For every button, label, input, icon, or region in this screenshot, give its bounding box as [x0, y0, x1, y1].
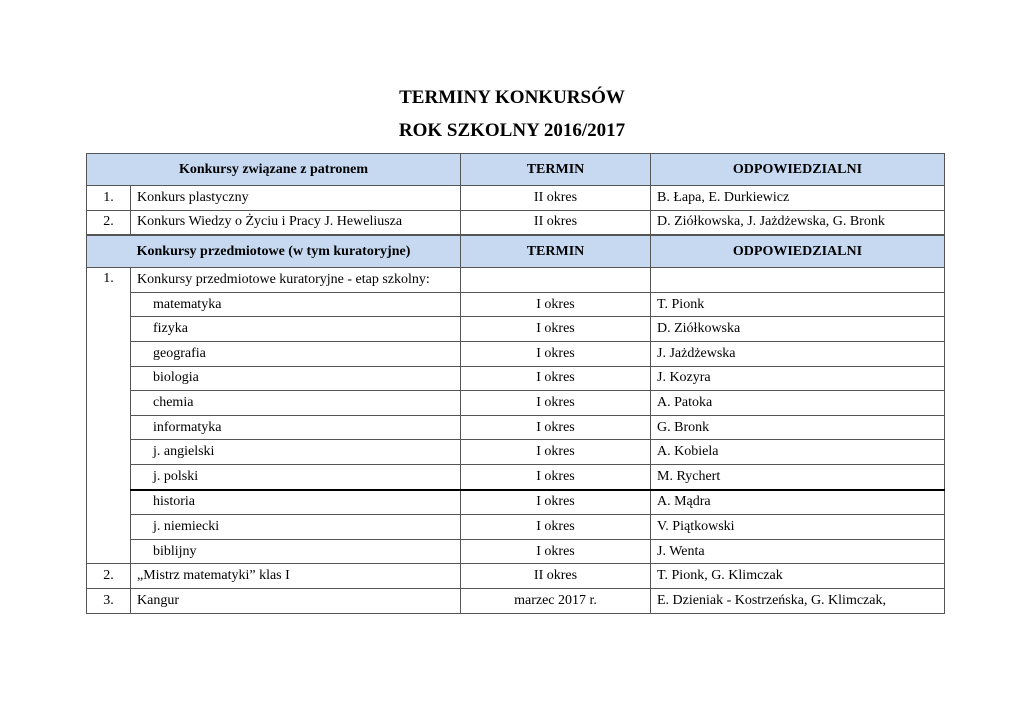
contest-responsible: J. Kozyra — [651, 366, 945, 391]
contest-term: I okres — [461, 440, 651, 465]
section-header — [87, 154, 945, 186]
contest-term: I okres — [461, 292, 651, 317]
header-responsible: ODPOWIEDZIALNI — [651, 154, 945, 186]
table-row — [87, 588, 945, 613]
table-row — [87, 317, 945, 342]
row-number: 1. — [87, 268, 131, 564]
subject-name: historia — [131, 490, 461, 515]
row-number: 2. — [87, 210, 131, 235]
contest-name: „Mistrz matematyki” klas I — [131, 564, 461, 589]
section-header — [87, 235, 945, 268]
contest-term: II okres — [461, 186, 651, 211]
contest-term: I okres — [461, 366, 651, 391]
contest-term: I okres — [461, 391, 651, 416]
contest-responsible: T. Pionk — [651, 292, 945, 317]
contest-responsible: J. Jażdżewska — [651, 341, 945, 366]
contest-term — [461, 268, 651, 293]
contest-term: II okres — [461, 210, 651, 235]
table-row — [87, 366, 945, 391]
table-row — [87, 186, 945, 211]
subject-name: informatyka — [131, 415, 461, 440]
table-row — [87, 391, 945, 416]
table-row — [87, 440, 945, 465]
contest-responsible — [651, 268, 945, 293]
contest-responsible: E. Dzieniak - Kostrzeńska, G. Klimczak, — [651, 588, 945, 613]
row-number: 1. — [87, 186, 131, 211]
contest-group-name: Konkursy przedmiotowe kuratoryjne - etap szkolny: — [131, 268, 461, 293]
table-row — [87, 539, 945, 564]
contests-table — [86, 153, 945, 614]
contest-term: I okres — [461, 415, 651, 440]
subject-name: matematyka — [131, 292, 461, 317]
contest-name: Konkurs plastyczny — [131, 186, 461, 211]
subject-name: j. angielski — [131, 440, 461, 465]
contest-responsible: V. Piątkowski — [651, 515, 945, 540]
document-title: TERMINY KONKURSÓW — [399, 87, 625, 108]
subject-name: fizyka — [131, 317, 461, 342]
table-row — [87, 490, 945, 515]
subject-name: geografia — [131, 341, 461, 366]
contest-term: I okres — [461, 490, 651, 515]
contest-term: I okres — [461, 515, 651, 540]
contest-responsible: T. Pionk, G. Klimczak — [651, 564, 945, 589]
contest-responsible: J. Wenta — [651, 539, 945, 564]
subject-name: chemia — [131, 391, 461, 416]
row-number: 3. — [87, 588, 131, 613]
table-row — [87, 515, 945, 540]
contest-term: I okres — [461, 317, 651, 342]
contest-name: Konkurs Wiedzy o Życiu i Pracy J. Heweliusza — [131, 210, 461, 235]
contest-responsible: A. Mądra — [651, 490, 945, 515]
contest-responsible: A. Kobiela — [651, 440, 945, 465]
header-contests-patron: Konkursy związane z patronem — [87, 154, 461, 186]
contest-responsible: D. Ziółkowska, J. Jażdżewska, G. Bronk — [651, 210, 945, 235]
table-row — [87, 210, 945, 235]
table-row — [87, 268, 945, 293]
subject-name: j. polski — [131, 464, 461, 489]
contest-name: Kangur — [131, 588, 461, 613]
contest-responsible: B. Łapa, E. Durkiewicz — [651, 186, 945, 211]
table-row — [87, 292, 945, 317]
document-subtitle: ROK SZKOLNY 2016/2017 — [398, 120, 626, 141]
contest-term: I okres — [461, 539, 651, 564]
contest-term: marzec 2017 r. — [461, 588, 651, 613]
subject-name: biblijny — [131, 539, 461, 564]
table-row — [87, 464, 945, 489]
header-term: TERMIN — [461, 154, 651, 186]
contest-term: I okres — [461, 341, 651, 366]
contest-responsible: G. Bronk — [651, 415, 945, 440]
contest-term: II okres — [461, 564, 651, 589]
subject-name: biologia — [131, 366, 461, 391]
contest-term: I okres — [461, 464, 651, 489]
contest-responsible: M. Rychert — [651, 464, 945, 489]
contest-responsible: D. Ziółkowska — [651, 317, 945, 342]
row-number: 2. — [87, 564, 131, 589]
header-responsible: ODPOWIEDZIALNI — [651, 235, 945, 268]
subject-name: j. niemiecki — [131, 515, 461, 540]
table-row — [87, 341, 945, 366]
contest-responsible: A. Patoka — [651, 391, 945, 416]
header-contests-subject: Konkursy przedmiotowe (w tym kuratoryjne) — [87, 235, 461, 268]
table-row — [87, 564, 945, 589]
header-term: TERMIN — [461, 235, 651, 268]
table-row — [87, 415, 945, 440]
